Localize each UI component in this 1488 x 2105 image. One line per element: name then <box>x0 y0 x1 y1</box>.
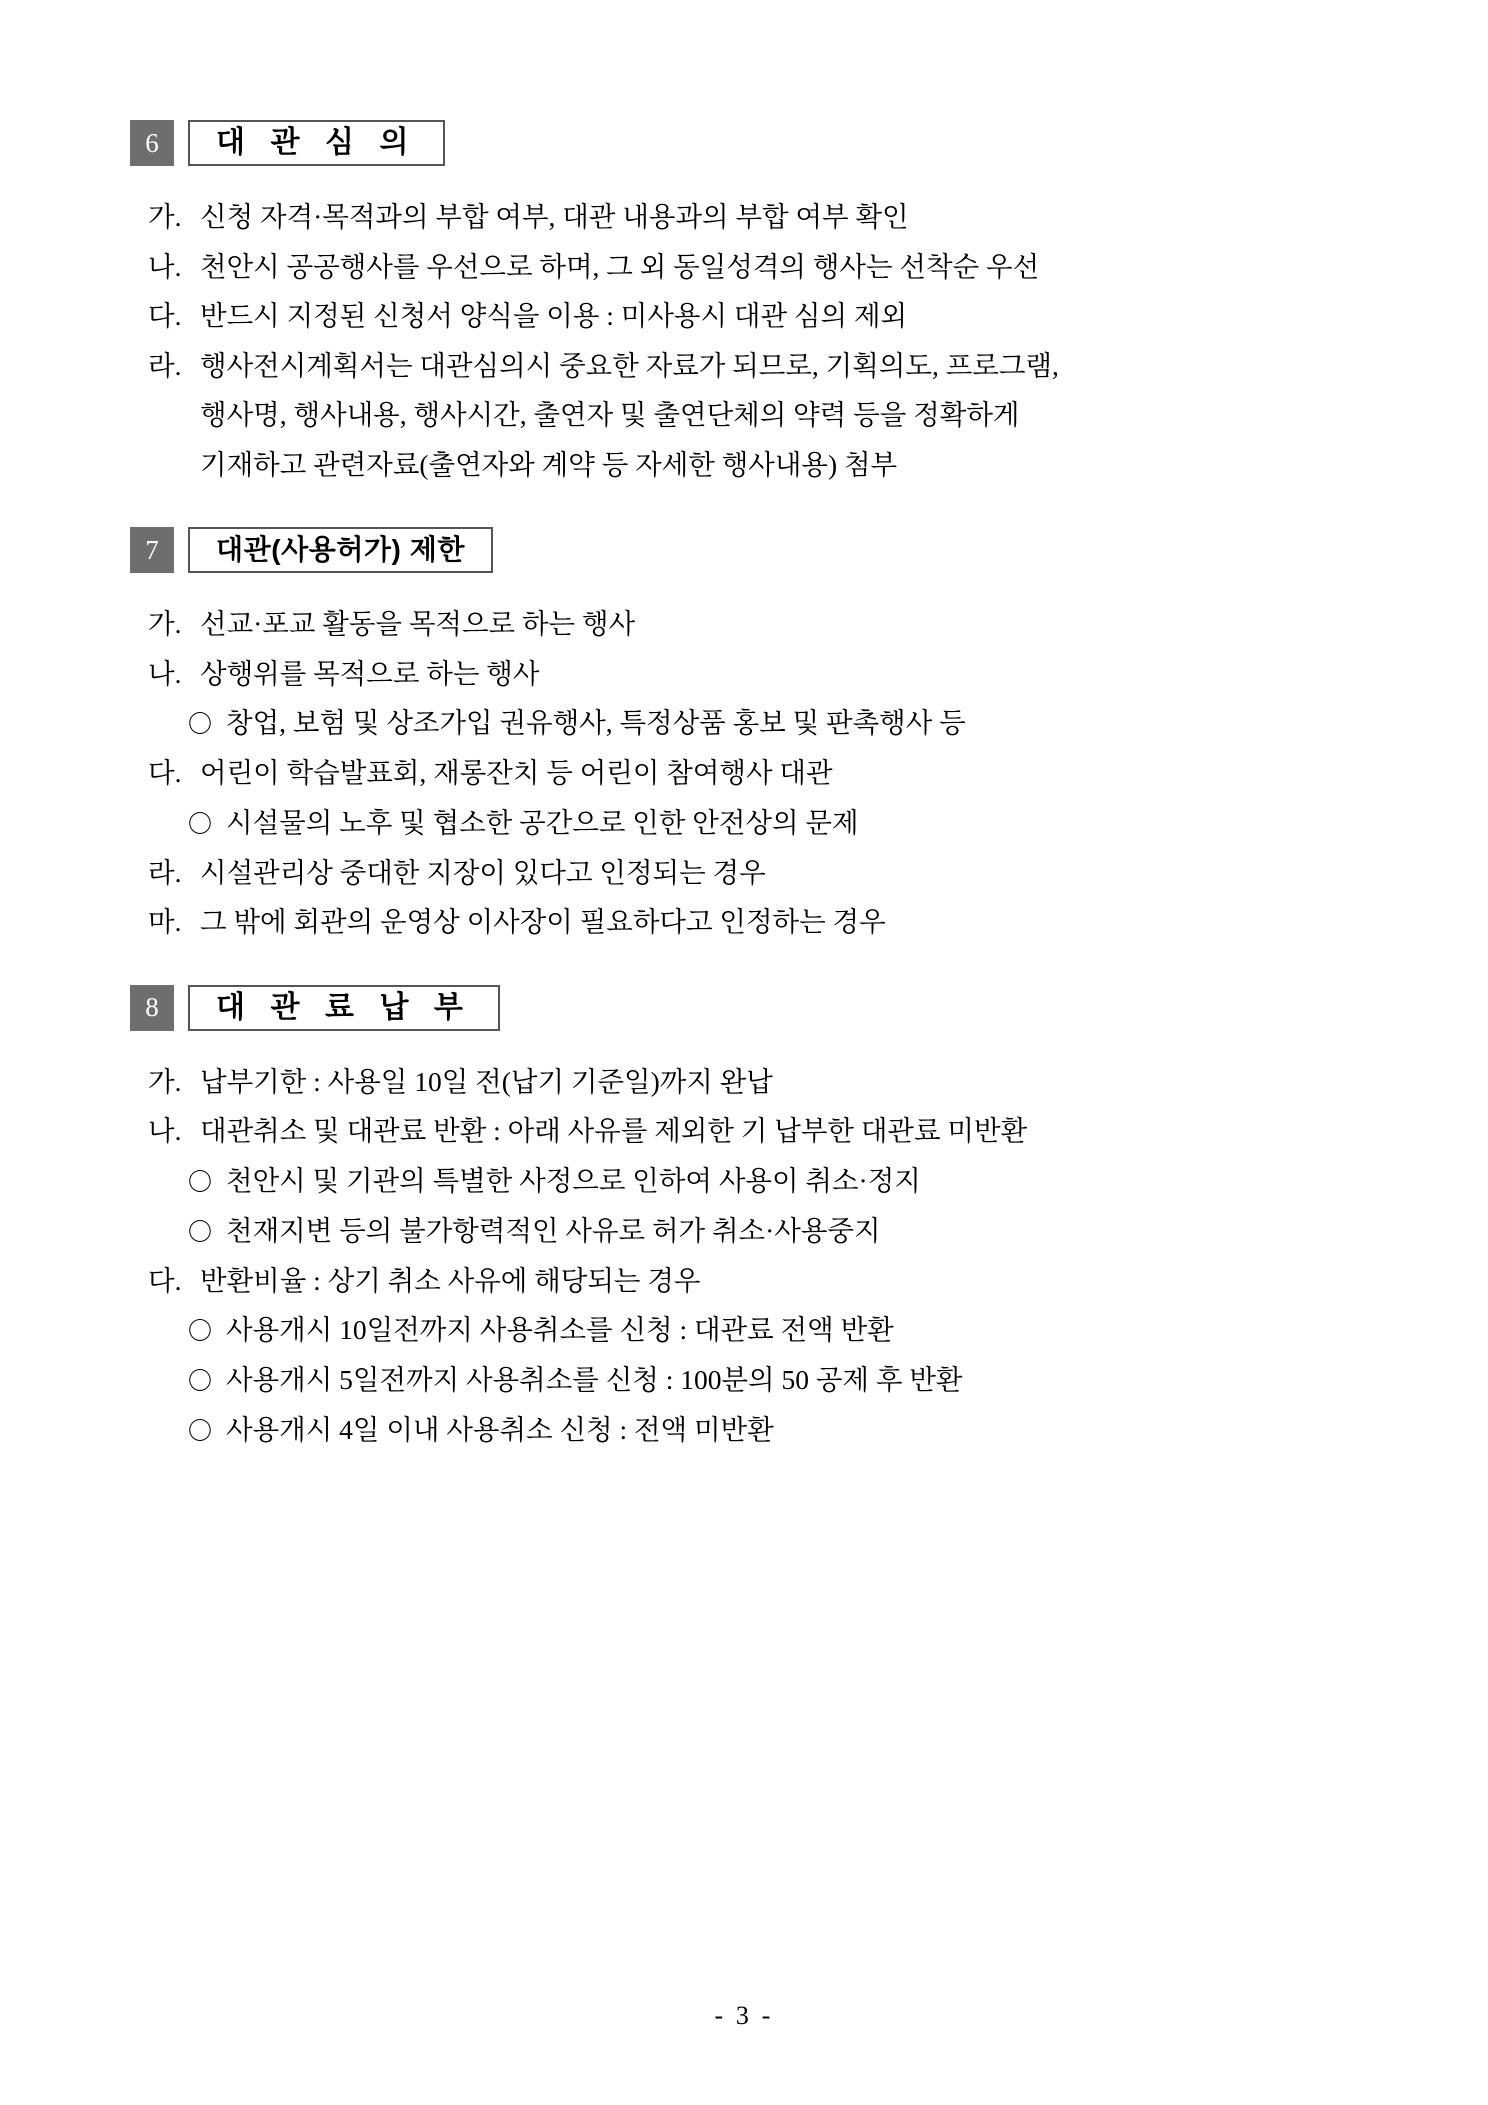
circle-bullet-icon: 〇 <box>188 1319 212 1345</box>
section-7-title-box <box>188 527 493 573</box>
list-item-bullet <box>148 1305 1378 1355</box>
section-8-heading <box>130 985 1378 1031</box>
list-item <box>148 341 1378 391</box>
section-6-title: 대 관 심 의 <box>216 126 418 159</box>
list-item <box>148 291 1378 341</box>
list-item-bullet <box>148 798 1378 848</box>
section-7-number: 7 <box>130 527 174 573</box>
circle-bullet-icon: 〇 <box>188 712 212 738</box>
list-text: 그 밖에 회관의 운영상 이사장이 필요하다고 인정하는 경우 <box>200 906 886 937</box>
list-text: 대관취소 및 대관료 반환 : 아래 사유를 제외한 기 납부한 대관료 미반환 <box>200 1115 1028 1146</box>
list-item <box>148 748 1378 798</box>
list-marker: 라. <box>148 349 182 381</box>
list-text: 천재지변 등의 불가항력적인 사유로 허가 취소·사용중지 <box>226 1214 881 1246</box>
section-6-number: 6 <box>130 120 174 166</box>
section-8-title-box <box>188 985 500 1031</box>
spacer <box>130 951 1378 985</box>
spacer <box>130 493 1378 527</box>
list-item <box>148 599 1378 649</box>
list-item-continuation: 기재하고 관련자료(출연자와 계약 등 자세한 행사내용) 첨부 <box>200 448 898 480</box>
section-7-body <box>148 599 1378 947</box>
circle-bullet-icon: 〇 <box>188 1219 212 1246</box>
section-8 <box>130 985 1378 1456</box>
list-item <box>148 848 1378 898</box>
list-marker: 나. <box>148 250 182 282</box>
list-marker: 나. <box>148 657 182 689</box>
list-item <box>148 897 1378 947</box>
section-6-heading <box>130 120 1378 166</box>
circle-bullet-icon: 〇 <box>188 1169 212 1196</box>
list-text: 어린이 학습발표회, 재롱잔치 등 어린이 참여행사 대관 <box>200 757 833 788</box>
list-text: 시설관리상 중대한 지장이 있다고 인정되는 경우 <box>200 856 766 888</box>
list-item <box>148 1256 1378 1306</box>
list-item <box>148 649 1378 699</box>
list-item-bullet <box>148 1156 1378 1206</box>
section-6-body <box>148 192 1378 489</box>
list-item-bullet <box>148 1405 1378 1455</box>
list-text: 시설물의 노후 및 협소한 공간으로 인한 안전상의 문제 <box>226 806 859 838</box>
list-item <box>148 192 1378 242</box>
list-item-bullet <box>148 1355 1378 1405</box>
list-text: 천안시 및 기관의 특별한 사정으로 인하여 사용이 취소·정지 <box>226 1164 921 1196</box>
list-text: 반드시 지정된 신청서 양식을 이용 : 미사용시 대관 심의 제외 <box>200 300 908 331</box>
list-text: 창업, 보험 및 상조가입 권유행사, 특정상품 홍보 및 판촉행사 등 <box>226 707 966 738</box>
list-text: 상행위를 목적으로 하는 행사 <box>200 657 540 689</box>
list-text: 천안시 공공행사를 우선으로 하며, 그 외 동일성격의 행사는 선착순 우선 <box>200 250 1040 282</box>
list-text: 사용개시 10일전까지 사용취소를 신청 : 대관료 전액 반환 <box>226 1314 894 1345</box>
list-marker: 나. <box>148 1115 182 1146</box>
list-marker: 마. <box>148 906 182 937</box>
circle-bullet-icon: 〇 <box>188 1369 212 1395</box>
section-6 <box>130 120 1378 489</box>
circle-bullet-icon: 〇 <box>188 811 212 838</box>
list-item-bullet <box>148 698 1378 748</box>
list-text: 행사전시계획서는 대관심의시 중요한 자료가 되므로, 기획의도, 프로그램, <box>200 349 1059 381</box>
list-item <box>148 1057 1378 1107</box>
section-8-title: 대 관 료 납 부 <box>216 990 472 1024</box>
section-6-title-box <box>188 120 445 166</box>
list-marker: 가. <box>148 1065 182 1097</box>
list-item-continuation: 행사명, 행사내용, 행사시간, 출연자 및 출연단체의 약력 등을 정확하게 <box>200 399 1020 430</box>
list-marker: 다. <box>148 757 182 788</box>
page-number: - 3 - <box>714 2001 774 2030</box>
list-text: 사용개시 5일전까지 사용취소를 신청 : 100분의 50 공제 후 반환 <box>226 1364 963 1395</box>
circle-bullet-icon: 〇 <box>188 1419 212 1445</box>
list-text: 납부기한 : 사용일 10일 전(납기 기준일)까지 완납 <box>200 1065 773 1097</box>
list-marker: 가. <box>148 201 182 232</box>
list-marker: 다. <box>148 300 182 331</box>
list-text: 사용개시 4일 이내 사용취소 신청 : 전액 미반환 <box>226 1414 774 1445</box>
list-item-bullet <box>148 1206 1378 1256</box>
section-7-heading <box>130 527 1378 573</box>
list-text: 반환비율 : 상기 취소 사유에 해당되는 경우 <box>200 1264 701 1296</box>
list-marker: 가. <box>148 608 182 639</box>
section-7 <box>130 527 1378 947</box>
section-8-body <box>148 1057 1378 1456</box>
list-item <box>148 242 1378 292</box>
section-8-number: 8 <box>130 985 174 1031</box>
section-7-title: 대관(사용허가) 제한 <box>216 534 465 565</box>
list-text: 선교·포교 활동을 목적으로 하는 행사 <box>200 608 636 639</box>
list-text: 신청 자격·목적과의 부합 여부, 대관 내용과의 부합 여부 확인 <box>200 201 909 232</box>
list-marker: 라. <box>148 856 182 888</box>
list-marker: 다. <box>148 1264 182 1296</box>
list-item <box>148 1106 1378 1156</box>
